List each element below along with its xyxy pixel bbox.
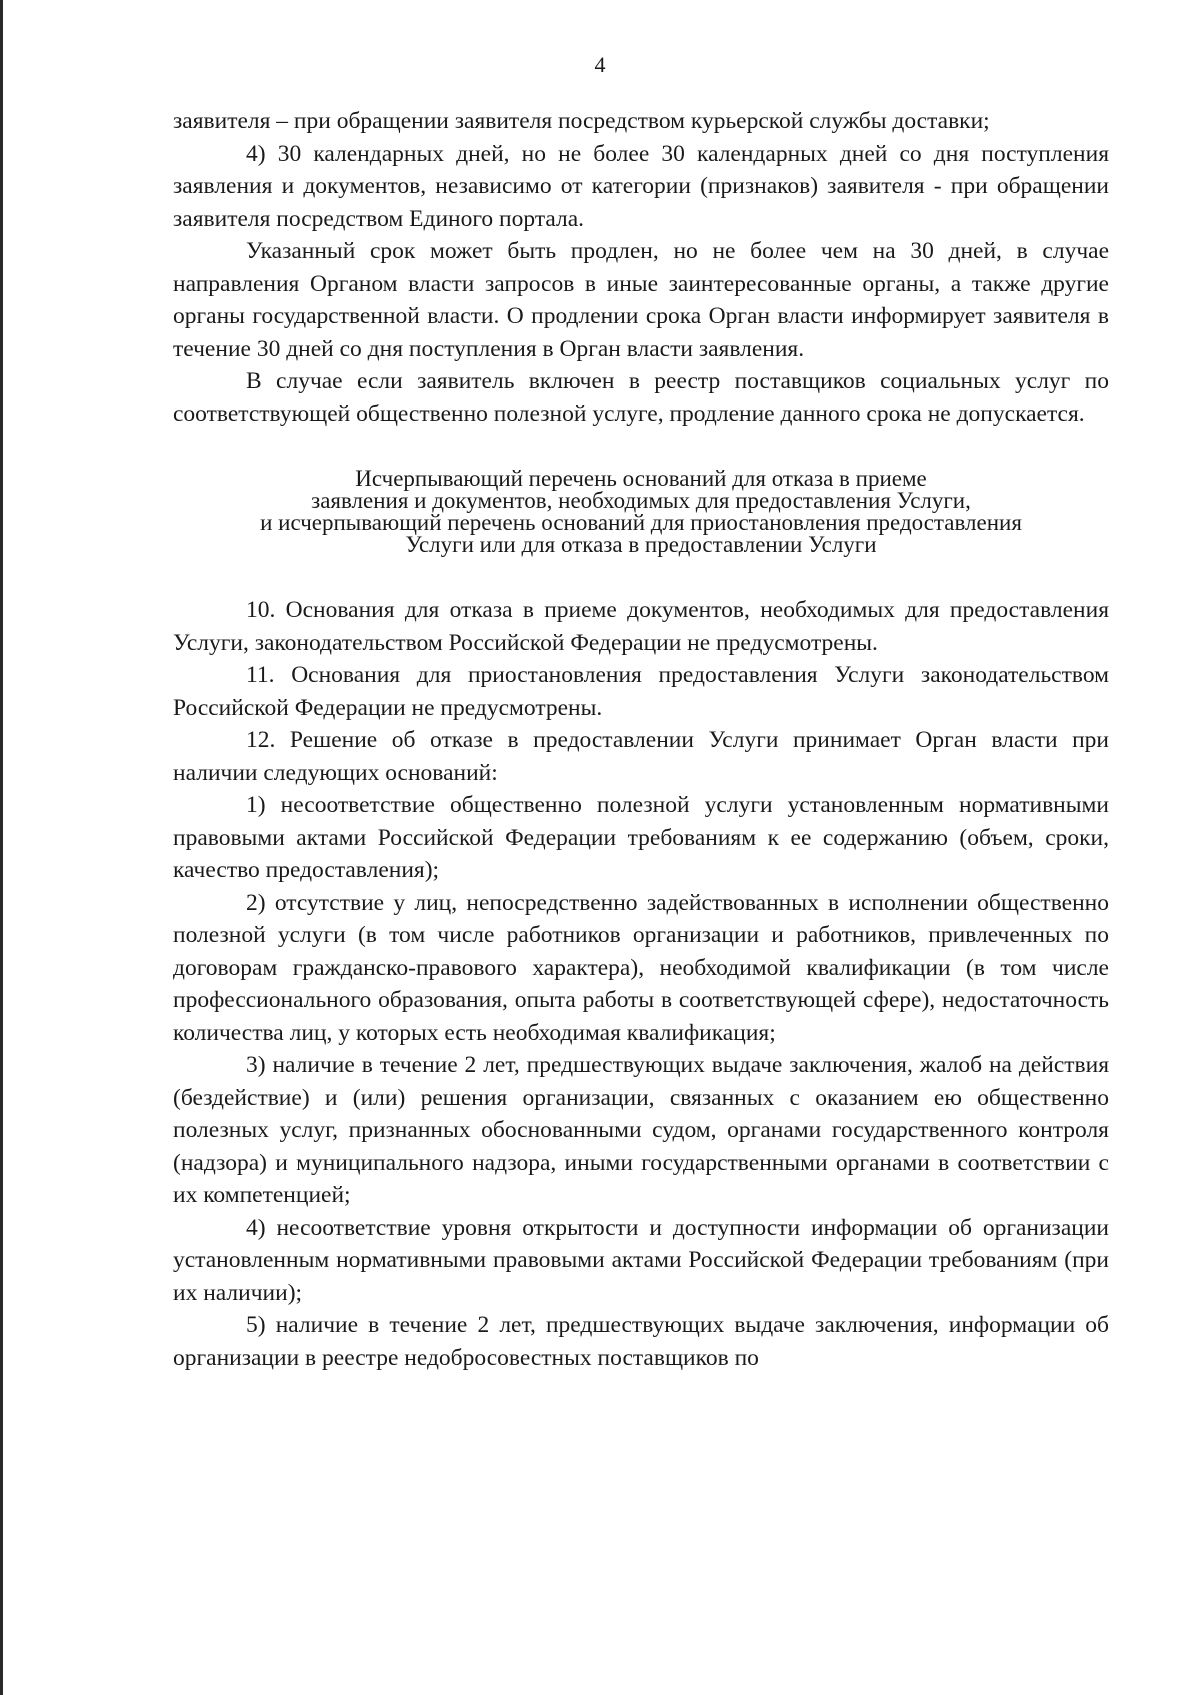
paragraph-12-item-2: 2) отсутствие у лиц, непосредственно задействованных в исполнении общественно полезной услуги (в том числе работников организации и работников, привлеченных по договорам гражданско-правового характера), необходимой квалификации (в том числе профессионального образования, опыта работы в соответствующей сфере), недостаточность количества лиц, у которых есть необходимая квалификация; [173,889,1109,1046]
paragraph-extension-term: Указанный срок может быть продлен, но не более чем на 30 дней, в случае направления Органом власти запросов в иные заинтересованные органы, а также другие органы государственной власти. О продлении срока Орган власти информирует заявителя в течение 30 дней со дня поступления в Орган власти заявления. [173,238,1109,362]
paragraph-12-item-1: 1) несоответствие общественно полезной услуги установленным нормативными правовыми актами Российской Федерации требованиям к ее содержанию (объем, сроки, качество предоставления); [173,792,1109,883]
paragraph-11: 11. Основания для приостановления предоставления Услуги законодательством Российской Федерации не предусмотрены. [173,662,1109,721]
paragraph-registry-exception: В случае если заявитель включен в реестр поставщиков социальных услуг по соответствующей общественно полезной услуге, продление данного срока не допускается. [173,368,1109,427]
paragraph-12: 12. Решение об отказе в предоставлении Услуги принимает Орган власти при наличии следующих оснований: [173,727,1109,786]
heading-line-4: Услуги или для отказа в предоставлении Услуги [405,532,877,557]
paragraph-12-item-4: 4) несоответствие уровня открытости и доступности информации об организации установленным нормативными правовыми актами Российской Федерации требованиям (при их наличии); [173,1214,1109,1306]
section-heading [173,468,1109,556]
document-body [173,105,1109,1374]
heading-line-3: и исчерпывающий перечень оснований для приостановления предоставления [260,510,1022,535]
scan-edge [0,0,3,1695]
heading-line-1: Исчерпывающий перечень оснований для отказа в приеме [355,466,927,491]
page-number: 4 [594,52,606,77]
paragraph-12-item-5: 5) наличие в течение 2 лет, предшествующих выдаче заключения, информации об организации в реестре недобросовестных поставщиков по [173,1312,1109,1371]
paragraph-continuation: заявителя – при обращении заявителя посредством курьерской службы доставки; [173,108,990,134]
paragraph-item-4: 4) 30 календарных дней, но не более 30 календарных дней со дня поступления заявления и документов, независимо от категории (признаков) заявителя - при обращении заявителя посредством Единого портала. [173,140,1109,232]
paragraph-10: 10. Основания для отказа в приеме документов, необходимых для предоставления Услуги, законодательством Российской Федерации не предусмотрены. [173,597,1109,656]
paragraph-12-item-3: 3) наличие в течение 2 лет, предшествующих выдаче заключения, жалоб на действия (бездействие) и (или) решения организации, связанных с оказанием ею общественно полезных услуг, признанных обоснованными судом, органами государственного контроля (надзора) и муниципального надзора, иными государственными органами в соответствии с их компетенцией; [173,1052,1109,1208]
heading-line-2: заявления и документов, необходимых для предоставления Услуги, [311,488,971,513]
